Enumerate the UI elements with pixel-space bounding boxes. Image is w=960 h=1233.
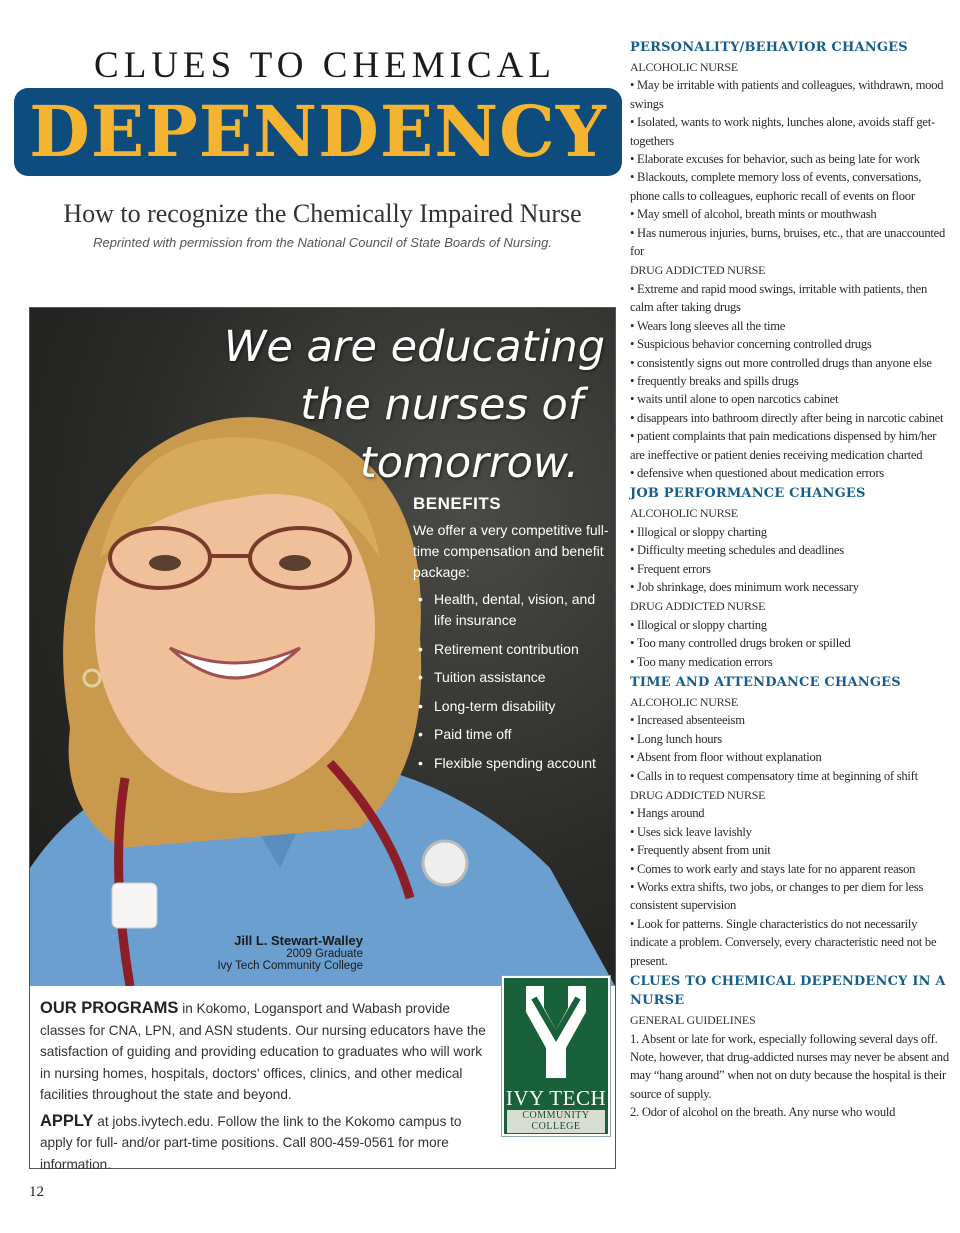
subheading: ALCOHOLIC NURSE bbox=[630, 60, 738, 74]
list-item: • Too many medication errors bbox=[630, 654, 773, 669]
article-kicker: CLUES TO CHEMICAL bbox=[94, 45, 556, 86]
article-title: DEPENDENCY bbox=[29, 90, 607, 173]
logo-sub-line-1: COMMUNITY bbox=[522, 1110, 590, 1121]
benefits-box bbox=[413, 494, 613, 781]
ivy-tech-advertisement bbox=[29, 307, 616, 1172]
benefit-item: • Health, dental, vision, and life insurance bbox=[413, 589, 613, 631]
section-heading: JOB PERFORMANCE CHANGES bbox=[630, 486, 866, 502]
list-item: • Illogical or sloppy charting bbox=[630, 524, 767, 539]
benefits-intro: We offer a very competitive full-time compensation and benefit package: bbox=[413, 522, 609, 580]
caption-school: Ivy Tech Community College bbox=[217, 960, 363, 972]
list-item: • Difficulty meeting schedules and deadlines bbox=[630, 543, 844, 558]
list-item: 1. Absent or late for work, especially following several days off. Note, however, that drug-addicted nurses may never be absent and may “hang around” when not on duty because the hospital is their source of supply. bbox=[630, 1031, 949, 1101]
subheading: GENERAL GUIDELINES bbox=[630, 1013, 756, 1028]
benefit-item: • Long-term disability bbox=[413, 696, 613, 717]
list-item: • Illogical or sloppy charting bbox=[630, 617, 767, 632]
list-item: • Suspicious behavior concerning controlled drugs bbox=[630, 337, 872, 352]
caption-year: 2009 Graduate bbox=[286, 948, 363, 960]
list-item: • frequently breaks and spills drugs bbox=[630, 373, 799, 388]
page-number: 12 bbox=[29, 1184, 44, 1200]
section-heading: CLUES TO CHEMICAL DEPENDENCY IN A NURSE bbox=[630, 974, 946, 1009]
title-banner bbox=[14, 88, 622, 176]
section-heading: PERSONALITY/BEHAVIOR CHANGES bbox=[630, 40, 908, 55]
ivy-tech-logo bbox=[502, 976, 610, 1136]
list-item: • waits until alone to open narcotics cabinet bbox=[630, 392, 839, 407]
list-item: • defensive when questioned about medication errors bbox=[630, 465, 884, 480]
list-item: • Long lunch hours bbox=[630, 731, 722, 746]
reprint-credit: Reprinted with permission from the National Council of State Boards of Nursing. bbox=[93, 235, 552, 250]
subheading: DRUG ADDICTED NURSE bbox=[630, 788, 766, 803]
list-item: • Uses sick leave lavishly bbox=[630, 824, 752, 839]
list-item: • Works extra shifts, two jobs, or changes to per diem for less consistent supervision bbox=[630, 880, 924, 913]
list-item: • disappears into bathroom directly after being in narcotic cabinet bbox=[630, 410, 944, 425]
list-item: • Blackouts, complete memory loss of events, conversations, phone calls to colleagues, euphoric recall of events on floor bbox=[630, 170, 922, 203]
list-item: • Wears long sleeves all the time bbox=[630, 318, 786, 333]
photo-caption bbox=[180, 933, 363, 972]
list-item: • Isolated, wants to work nights, lunches alone, avoids staff get-togethers bbox=[630, 115, 935, 148]
benefit-item: • Flexible spending account bbox=[413, 753, 613, 774]
headline-line-3: tomorrow. bbox=[359, 438, 579, 488]
list-item: • Look for patterns. Single characteristics do not necessarily indicate a problem. Conversely, every characteristic need not be present. bbox=[630, 916, 937, 968]
list-item: • Frequently absent from unit bbox=[630, 843, 771, 858]
list-item: • Absent from floor without explanation bbox=[630, 750, 822, 765]
programs-text bbox=[40, 998, 495, 1180]
list-item: • Hangs around bbox=[630, 806, 705, 821]
list-item: 2. Odor of alcohol on the breath. Any nurse who would bbox=[630, 1105, 896, 1120]
subheading: DRUG ADDICTED NURSE bbox=[630, 599, 766, 614]
headline-line-1: We are educating bbox=[223, 322, 605, 372]
apply-body: at jobs.ivytech.edu. Follow the link to the Kokomo campus to apply for full- and/or part-time positions. Call 800-459-0561 for more information. bbox=[40, 1113, 462, 1172]
subheading: ALCOHOLIC NURSE bbox=[630, 695, 738, 709]
ad-headline bbox=[224, 318, 605, 492]
benefit-item: • Tuition assistance bbox=[413, 667, 613, 688]
list-item: • May smell of alcohol, breath mints or mouthwash bbox=[630, 207, 877, 222]
list-item: • patient complaints that pain medications dispensed by him/her are ineffective or patient denies receiving medication charted bbox=[630, 429, 937, 462]
logo-sub-line-2: COLLEGE bbox=[531, 1120, 581, 1132]
benefits-list bbox=[413, 589, 613, 774]
benefits-title: BENEFITS bbox=[413, 494, 502, 513]
list-item: • Too many controlled drugs broken or spilled bbox=[630, 636, 851, 651]
benefit-item: • Retirement contribution bbox=[413, 639, 613, 660]
list-item: • Comes to work early and stays late for no apparent reason bbox=[630, 861, 916, 876]
subheading: DRUG ADDICTED NURSE bbox=[630, 263, 766, 278]
list-item: • Increased absenteeism bbox=[630, 713, 745, 728]
caption-name: Jill L. Stewart-Walley bbox=[234, 933, 363, 948]
list-item: • Calls in to request compensatory time at beginning of shift bbox=[630, 768, 918, 783]
article-subtitle: How to recognize the Chemically Impaired Nurse bbox=[63, 199, 582, 228]
logo-subtitle bbox=[507, 1110, 605, 1133]
benefit-item: • Paid time off bbox=[413, 724, 613, 745]
subheading: ALCOHOLIC NURSE bbox=[630, 506, 738, 521]
list-item: • May be irritable with patients and colleagues, withdrawn, mood swings bbox=[630, 78, 944, 111]
list-item: • Elaborate excuses for behavior, such as being late for work bbox=[630, 152, 920, 167]
list-item: • consistently signs out more controlled drugs than anyone else bbox=[630, 355, 932, 370]
headline-line-2: the nurses of bbox=[300, 380, 583, 430]
programs-lead: OUR PROGRAMS bbox=[40, 999, 179, 1017]
section-heading: TIME AND ATTENDANCE CHANGES bbox=[630, 675, 901, 690]
logo-wordmark: IVY TECH bbox=[505, 1086, 607, 1110]
apply-lead: APPLY bbox=[40, 1111, 94, 1130]
article-column bbox=[630, 36, 952, 1122]
ivy-leaf-icon bbox=[504, 978, 608, 1086]
list-item: • Has numerous injuries, burns, bruises, etc., that are unaccounted for bbox=[630, 225, 946, 259]
list-item: • Job shrinkage, does minimum work necessary bbox=[630, 579, 859, 594]
nurse-photo bbox=[30, 308, 615, 986]
list-item: • Extreme and rapid mood swings, irritable with patients, then calm after taking drugs bbox=[630, 281, 928, 315]
list-item: • Frequent errors bbox=[630, 561, 711, 576]
programs-body: in Kokomo, Logansport and Wabash provide classes for CNA, LPN, and ASN students. Our nursing educators have the satisfaction of guiding and providing education to graduates who will work in nursing homes, hospitals, doctors' offices, clinics, and other medical facilities throughout the state and beyond. bbox=[40, 1001, 486, 1102]
